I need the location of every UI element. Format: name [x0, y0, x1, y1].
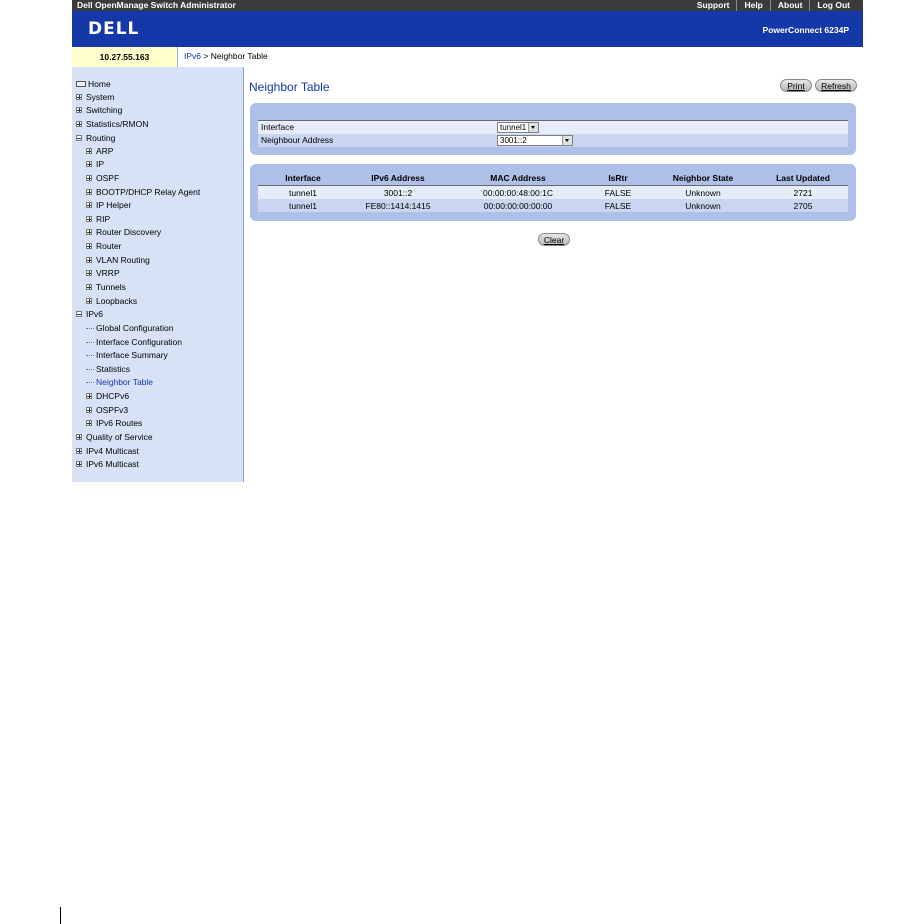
main-content [244, 67, 863, 482]
neighbour-row [258, 134, 848, 147]
sidebar-item-label: System [86, 92, 115, 102]
sidebar-item-label: ARP [96, 146, 114, 156]
sidebar-item-label: IPv6 Multicast [86, 459, 139, 469]
refresh-button[interactable]: Refresh [815, 79, 857, 92]
sidebar-item-label: IPv4 Multicast [86, 446, 139, 456]
expand-icon[interactable] [86, 216, 92, 222]
top-links [690, 0, 857, 11]
sidebar-item-routing[interactable] [76, 133, 115, 143]
expand-icon[interactable] [76, 434, 82, 440]
cell-isrtr: FALSE [588, 186, 648, 200]
sidebar-item-label: Switching [86, 105, 123, 115]
sidebar-item-label: OSPF [96, 173, 120, 183]
sidebar-item-bootp[interactable] [86, 187, 200, 197]
tree-connector [86, 342, 94, 343]
cell-neighbor-state: Unknown [648, 199, 758, 212]
sidebar-item-interface-summary[interactable] [86, 350, 168, 360]
home-icon [76, 81, 86, 87]
expand-icon[interactable] [86, 407, 92, 413]
sidebar-item-label: Router [96, 241, 122, 251]
tree-connector [86, 382, 94, 383]
sidebar-item-router-discovery[interactable] [86, 227, 161, 237]
interface-label: Interface [261, 122, 295, 132]
expand-icon[interactable] [86, 393, 92, 399]
app-title: Dell OpenManage Switch Administrator [77, 0, 236, 10]
cell-neighbor-state: Unknown [648, 186, 758, 200]
sidebar-item-label: BOOTP/DHCP Relay Agent [96, 187, 201, 197]
expand-icon[interactable] [86, 161, 92, 167]
expand-icon[interactable] [86, 243, 92, 249]
sidebar-item-ipv6-routes[interactable] [86, 418, 142, 428]
expand-icon[interactable] [76, 461, 82, 467]
expand-icon[interactable] [86, 229, 92, 235]
neighbour-address-label: Neighbour Address [261, 135, 334, 145]
col-last-updated: Last Updated [758, 171, 848, 186]
table-row [258, 199, 848, 212]
tree-connector [86, 369, 94, 370]
sidebar-item-dhcpv6[interactable] [86, 391, 129, 401]
sidebar-item-label: Global Configuration [96, 323, 174, 333]
about-link[interactable]: About [770, 0, 810, 11]
expand-icon[interactable] [86, 202, 92, 208]
sidebar-item-label: Router Discovery [96, 227, 162, 237]
expand-icon[interactable] [76, 121, 82, 127]
sidebar-item-statistics[interactable] [76, 119, 148, 129]
sidebar-item-ip[interactable] [86, 159, 104, 169]
sidebar-item-label: Quality of Service [86, 432, 153, 442]
expand-icon[interactable] [86, 175, 92, 181]
sidebar-item-iphelper[interactable] [86, 200, 131, 210]
clear-button[interactable]: Clear [538, 233, 570, 246]
cell-ipv6-address: 3001::2 [348, 186, 448, 200]
expand-icon[interactable] [86, 298, 92, 304]
sidebar-item-label: Neighbor Table [96, 377, 154, 387]
sidebar-item-ipv6[interactable] [76, 309, 103, 319]
top-bar [72, 0, 863, 11]
sidebar-item-label: IP [96, 159, 105, 169]
sidebar-item-label: RIP [96, 214, 111, 224]
sidebar-item-label: OSPFv3 [96, 405, 129, 415]
sidebar-item-interface-configuration[interactable] [86, 337, 182, 347]
cell-last-updated: 2721 [758, 186, 848, 200]
breadcrumb-separator: > [201, 51, 211, 61]
sidebar-item-label: VLAN Routing [96, 255, 150, 265]
neighbour-select-value: 3001::2 [500, 136, 527, 145]
cell-interface: tunnel1 [258, 199, 348, 212]
cell-mac-address: 00:00:00:48:00:1C [448, 186, 588, 200]
dell-logo: DELL [88, 19, 140, 39]
expand-icon[interactable] [86, 284, 92, 290]
breadcrumb [184, 51, 268, 61]
sidebar-item-label: Interface Configuration [96, 337, 182, 347]
ip-address: 10.27.55.163 [72, 47, 178, 67]
sidebar-item-vlan-routing[interactable] [86, 255, 150, 265]
tree-connector [86, 355, 94, 356]
support-link[interactable]: Support [696, 0, 730, 10]
page-margin-mark [60, 907, 61, 924]
sidebar-item-label: Interface Summary [96, 350, 168, 360]
sidebar-item-neighbor-table[interactable] [86, 377, 153, 387]
sidebar-item-vrrp[interactable] [86, 268, 120, 278]
interface-select[interactable] [497, 122, 539, 133]
cell-mac-address: 00:00:00:00:00:00 [448, 199, 588, 212]
sidebar-item-ipv6-multicast[interactable] [76, 459, 139, 469]
expand-icon[interactable] [76, 448, 82, 454]
sidebar-item-qos[interactable] [76, 432, 153, 442]
table-header-row [258, 171, 848, 186]
app-frame [72, 0, 863, 482]
col-neighbor-state: Neighbor State [648, 171, 758, 186]
cell-last-updated: 2705 [758, 199, 848, 212]
expand-icon[interactable] [86, 148, 92, 154]
cell-isrtr: FALSE [588, 199, 648, 212]
tree-connector [86, 328, 94, 329]
logout-link[interactable]: Log Out [809, 0, 857, 11]
sidebar-item-label: Tunnels [96, 282, 126, 292]
sidebar-item-ospf[interactable] [86, 173, 119, 183]
collapse-icon[interactable] [76, 311, 82, 317]
sidebar-item-system[interactable] [76, 92, 114, 102]
sidebar-item-label: Statistics/RMON [86, 119, 149, 129]
neighbour-address-select[interactable] [497, 135, 573, 146]
sidebar-item-label: VRRP [96, 268, 120, 278]
sidebar-item-label: IP Helper [96, 200, 132, 210]
sidebar-item-label: IPv6 Routes [96, 418, 143, 428]
sidebar-item-label: DHCPv6 [96, 391, 130, 401]
cell-ipv6-address: FE80::1414:1415 [348, 199, 448, 212]
expand-icon[interactable] [76, 107, 82, 113]
neighbor-table [258, 171, 848, 212]
expand-icon[interactable] [86, 257, 92, 263]
banner [72, 11, 863, 47]
sidebar [72, 67, 244, 482]
help-link[interactable]: Help [736, 0, 769, 11]
sidebar-item-home[interactable] [76, 79, 111, 89]
filter-panel [250, 103, 856, 155]
table-row [258, 186, 848, 200]
print-button[interactable]: Print [780, 79, 812, 92]
sidebar-item-global-configuration[interactable] [86, 323, 174, 333]
sidebar-item-router[interactable] [86, 241, 122, 251]
expand-icon[interactable] [86, 189, 92, 195]
sidebar-item-tunnels[interactable] [86, 282, 126, 292]
collapse-icon[interactable] [76, 135, 82, 141]
sidebar-item-arp[interactable] [86, 146, 113, 156]
chevron-down-icon [528, 123, 538, 132]
sidebar-item-label: Routing [86, 133, 116, 143]
neighbor-table-panel [250, 164, 856, 221]
col-interface: Interface [258, 171, 348, 186]
sidebar-item-label: Statistics [96, 364, 131, 374]
sidebar-item-label: Home [88, 79, 111, 89]
interface-select-value: tunnel1 [500, 123, 527, 132]
sidebar-item-ospfv3[interactable] [86, 405, 128, 415]
breadcrumb-bar [178, 47, 863, 68]
sidebar-item-ipv4-multicast[interactable] [76, 446, 139, 456]
sidebar-item-label: Loopbacks [96, 296, 138, 306]
sidebar-item-label: IPv6 [86, 309, 104, 319]
expand-icon[interactable] [86, 420, 92, 426]
device-model: PowerConnect 6234P [762, 25, 849, 35]
col-mac-address: MAC Address [448, 171, 588, 186]
interface-row [258, 121, 848, 134]
chevron-down-icon [562, 136, 572, 145]
breadcrumb-current: Neighbor Table [210, 51, 268, 61]
breadcrumb-ipv6-link[interactable]: IPv6 [184, 51, 202, 61]
sidebar-item-statistics-v6[interactable] [86, 364, 130, 374]
expand-icon[interactable] [76, 94, 82, 100]
sidebar-item-switching[interactable] [76, 105, 122, 115]
sidebar-item-rip[interactable] [86, 214, 110, 224]
col-isrtr: IsRtr [588, 171, 648, 186]
expand-icon[interactable] [86, 270, 92, 276]
col-ipv6-address: IPv6 Address [348, 171, 448, 186]
cell-interface: tunnel1 [258, 186, 348, 200]
page-title: Neighbor Table [249, 80, 330, 94]
sidebar-item-loopbacks[interactable] [86, 296, 137, 306]
